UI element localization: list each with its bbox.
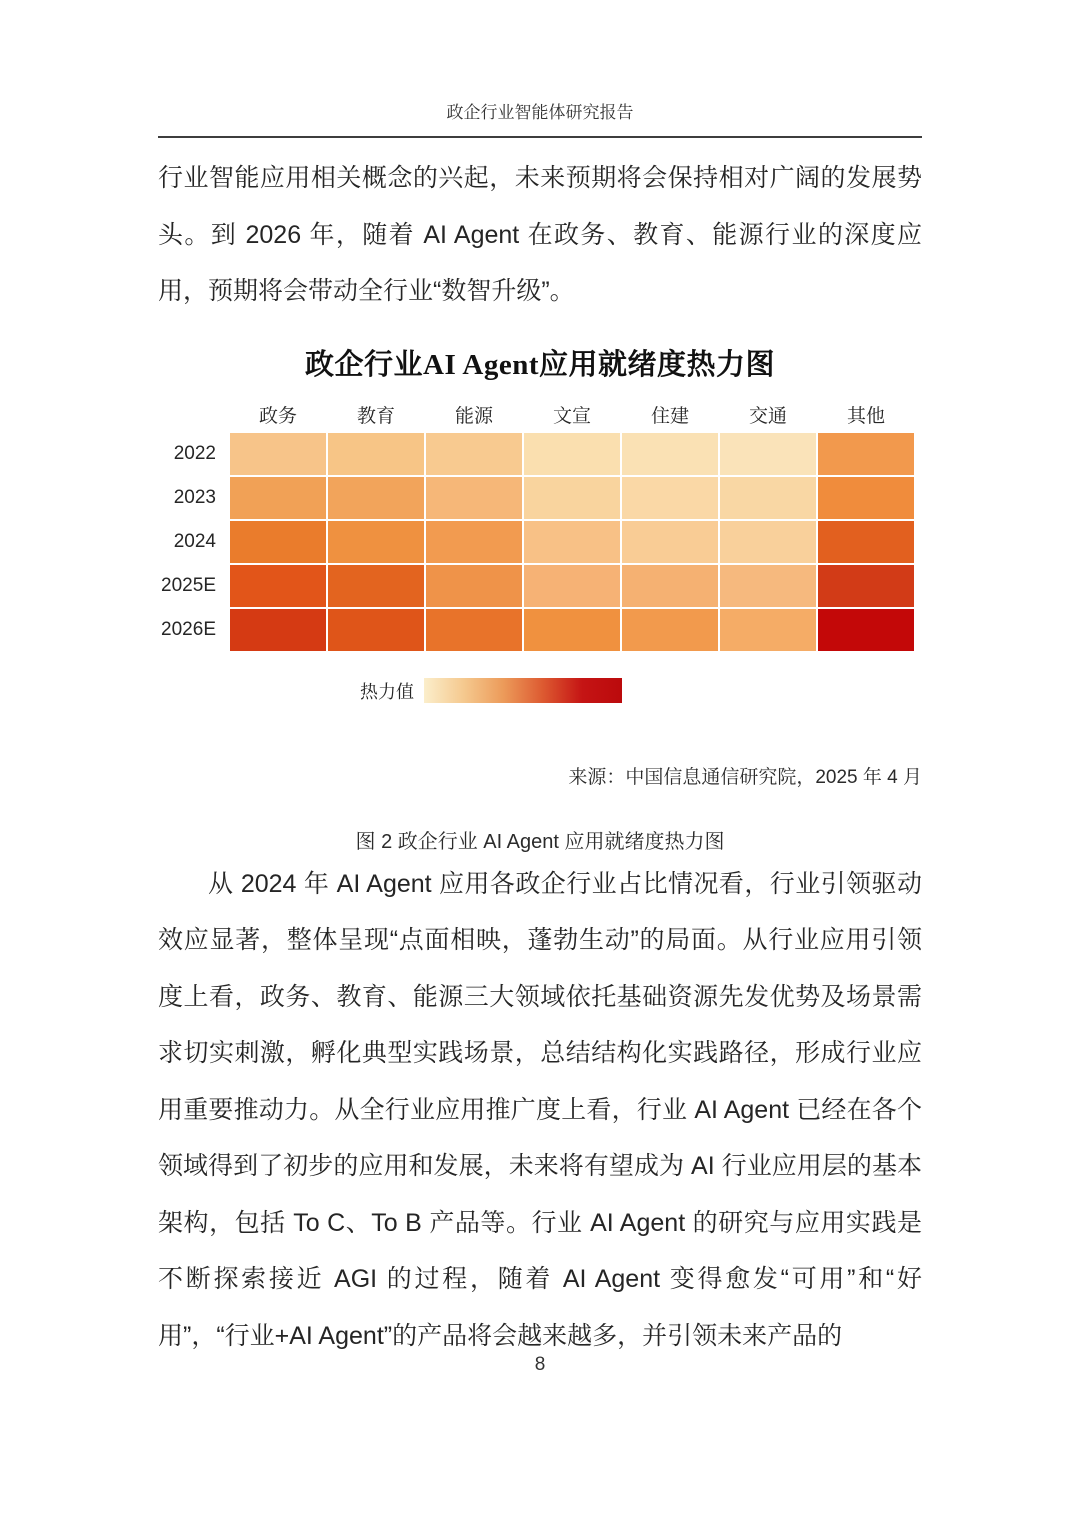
heatmap-cell <box>524 521 620 563</box>
heatmap-cell <box>818 521 914 563</box>
heatmap-grid <box>158 401 922 651</box>
heatmap-cell <box>328 433 424 475</box>
heatmap-cell <box>426 609 522 651</box>
heatmap-cell <box>230 433 326 475</box>
heatmap-cell <box>720 433 816 475</box>
heatmap-cell <box>720 565 816 607</box>
heatmap-row-label: 2024 <box>173 530 216 552</box>
heatmap-cell <box>230 565 326 607</box>
heatmap-cell <box>720 521 816 563</box>
heatmap-cell <box>426 433 522 475</box>
figure-2-heatmap <box>158 342 922 704</box>
body-paragraph-1: 行业智能应用相关概念的兴起，未来预期将会保持相对广阔的发展势头。到 2026 年，随着 AI Agent 在政务、教育、能源行业的深度应用，预期将会带动全行业“数智升级”。 <box>158 164 922 305</box>
heatmap-row-label: 2023 <box>173 486 216 508</box>
figure-caption: 图 2 政企行业 AI Agent 应用就绪度热力图 <box>355 830 725 853</box>
running-head <box>158 98 922 138</box>
heatmap-legend <box>360 678 922 704</box>
heatmap-column-header: 文宣 <box>552 405 591 427</box>
heatmap-cell <box>524 477 620 519</box>
heatmap-cell <box>622 565 718 607</box>
heatmap-cell <box>622 433 718 475</box>
heatmap-column-header: 交通 <box>748 405 787 427</box>
heatmap-cell <box>622 609 718 651</box>
legend-label: 热力值 <box>360 681 414 702</box>
legend-gradient-bar <box>424 678 622 703</box>
heatmap-cell <box>720 609 816 651</box>
heatmap-column-header: 教育 <box>356 405 395 427</box>
heatmap-column-header: 能源 <box>454 405 493 427</box>
figure-source: 来源：中国信息通信研究院，2025 年 4 月 <box>568 766 922 788</box>
heatmap-column-header: 其他 <box>846 405 885 427</box>
heatmap-cell <box>818 609 914 651</box>
heatmap-cell <box>818 433 914 475</box>
heatmap-cell <box>622 521 718 563</box>
chart-title: 政企行业AI Agent应用就绪度热力图 <box>305 348 775 381</box>
heatmap-cell <box>524 609 620 651</box>
heatmap <box>158 401 922 651</box>
heatmap-cell <box>328 565 424 607</box>
heatmap-cell <box>230 609 326 651</box>
heatmap-row-label: 2022 <box>173 442 216 464</box>
body-paragraph-2: 从 2024 年 AI Agent 应用各政企行业占比情况看，行业引领驱动效应显著，整体呈现“点面相映，蓬勃生动”的局面。从行业应用引领度上看，政务、教育、能源三大领域依托基础资源先发优势及场景需求切实刺激，孵化典型实践场景，总结结构化实践路径，形成行业应用重要推动力。从全行业应用推广度上看，行业 AI Agent 已经在各个领域得到了初步的应用和发展，未来将有望成为 AI 行业应用层的基本架构，包括 To C、To B 产品等。行业 AI Agent 的研究与应用实践是不断探索接近 AGI 的过程，随着 AI Agent 变得愈发“可用”和“好用”，“行业+AI Agent”的产品将会越来越多，并引领未来产品的 <box>158 869 922 1350</box>
heatmap-cell <box>720 477 816 519</box>
heatmap-corner-spacer <box>158 401 228 431</box>
heatmap-cell <box>328 609 424 651</box>
heatmap-cell <box>328 477 424 519</box>
heatmap-cell <box>818 565 914 607</box>
heatmap-cell <box>622 477 718 519</box>
heatmap-cell <box>230 521 326 563</box>
heatmap-cell <box>524 565 620 607</box>
heatmap-cell <box>524 433 620 475</box>
heatmap-cell <box>230 477 326 519</box>
heatmap-cell <box>426 477 522 519</box>
heatmap-cell <box>426 521 522 563</box>
running-head-title: 政企行业智能体研究报告 <box>446 103 634 122</box>
heatmap-column-header: 住建 <box>650 405 689 427</box>
heatmap-cell <box>818 477 914 519</box>
heatmap-column-header: 政务 <box>258 405 297 427</box>
heatmap-row-label: 2026E <box>161 618 216 640</box>
heatmap-cell <box>426 565 522 607</box>
heatmap-cell <box>328 521 424 563</box>
heatmap-row-label: 2025E <box>161 574 216 596</box>
page-number: 8 <box>534 1354 546 1375</box>
